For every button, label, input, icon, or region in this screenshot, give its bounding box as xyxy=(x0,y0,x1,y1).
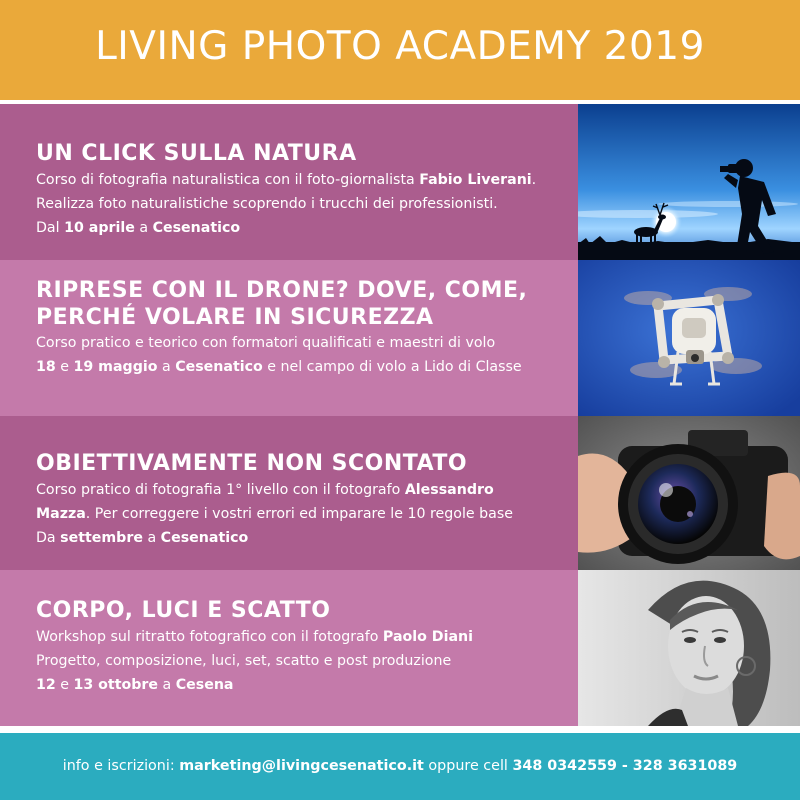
text-segment: a xyxy=(142,530,161,546)
text-segment: a xyxy=(158,677,176,693)
course-description-line xyxy=(36,502,578,526)
course-description-line: Realizza foto naturalistiche scoprendo i trucchi dei professionisti. xyxy=(36,196,498,212)
course-description-line xyxy=(36,478,578,502)
footer-banner xyxy=(0,733,800,800)
course-text-block xyxy=(0,260,578,416)
instructor-name: Paolo Diani xyxy=(382,629,473,645)
course-title: RIPRESE CON IL DRONE? DOVE, COME, PERCHÉ VOLARE IN SICUREZZA xyxy=(36,278,528,330)
course-section-natura xyxy=(0,104,800,260)
course-date: 10 aprile xyxy=(64,220,135,236)
course-title: OBIETTIVAMENTE NON SCONTATO xyxy=(36,451,468,476)
text-segment: Dal xyxy=(36,220,65,236)
instructor-name: Fabio Liverani xyxy=(419,172,532,188)
course-section-obiettivamente xyxy=(0,416,800,570)
text-segment: Corso di fotografia naturalistica con il foto-giornalista xyxy=(36,172,420,188)
instructor-name: Mazza xyxy=(36,506,86,522)
course-date-line xyxy=(36,355,578,379)
instructor-name: Alessandro xyxy=(404,482,494,498)
text-segment: oppure cell xyxy=(423,758,513,774)
text-segment: e nel campo di volo a Lido di Classe xyxy=(262,359,522,375)
contact-info xyxy=(0,755,800,777)
course-text-block xyxy=(0,104,578,260)
course-title: UN CLICK SULLA NATURA xyxy=(36,141,357,166)
camera-lens-icon xyxy=(578,416,800,570)
text-segment: Workshop sul ritratto fotografico con il fotografo xyxy=(36,629,383,645)
course-date: 13 ottobre xyxy=(73,677,159,693)
contact-email-link[interactable]: marketing@livingcesenatico.it xyxy=(179,758,424,774)
course-location: Cesena xyxy=(175,677,234,693)
course-description-line xyxy=(36,625,578,649)
course-date: settembre xyxy=(60,530,143,546)
course-text-block xyxy=(0,570,578,726)
course-description-line xyxy=(36,168,578,192)
contact-label: info e iscrizioni: xyxy=(62,758,180,774)
course-section-ritratto xyxy=(0,570,800,726)
course-location: Cesenatico xyxy=(160,530,249,546)
contact-phone[interactable]: 348 0342559 - 328 3631089 xyxy=(512,758,738,774)
text-segment: e xyxy=(55,677,74,693)
text-segment: Corso pratico di fotografia 1° livello con il fotografo xyxy=(36,482,405,498)
page-title: LIVING PHOTO ACADEMY 2019 xyxy=(95,24,705,69)
course-date-line xyxy=(36,673,578,697)
text-segment: a xyxy=(134,220,153,236)
course-date: 18 xyxy=(36,359,56,375)
course-description-line: Corso pratico e teorico con formatori qualificati e maestri di volo xyxy=(36,335,496,351)
course-date: 19 maggio xyxy=(73,359,158,375)
text-segment: a xyxy=(157,359,176,375)
drone-icon xyxy=(578,260,800,416)
text-segment: e xyxy=(55,359,74,375)
course-location: Cesenatico xyxy=(175,359,263,375)
course-date-line xyxy=(36,526,578,550)
course-section-drone xyxy=(0,260,800,416)
text-segment: . Per correggere i vostri errori ed imparare le 10 regole base xyxy=(85,506,513,522)
text-segment: Da xyxy=(36,530,61,546)
text-segment: . xyxy=(531,172,537,188)
course-description-line: Progetto, composizione, luci, set, scatto e post produzione xyxy=(36,653,452,669)
course-date: 12 xyxy=(36,677,56,693)
course-title: CORPO, LUCI E SCATTO xyxy=(36,598,331,623)
course-location: Cesenatico xyxy=(152,220,241,236)
course-date-line xyxy=(36,216,578,240)
header-banner xyxy=(0,0,800,100)
deer-photographer-sunset-icon xyxy=(578,104,800,260)
course-text-block xyxy=(0,416,578,570)
portrait-icon xyxy=(578,570,800,726)
